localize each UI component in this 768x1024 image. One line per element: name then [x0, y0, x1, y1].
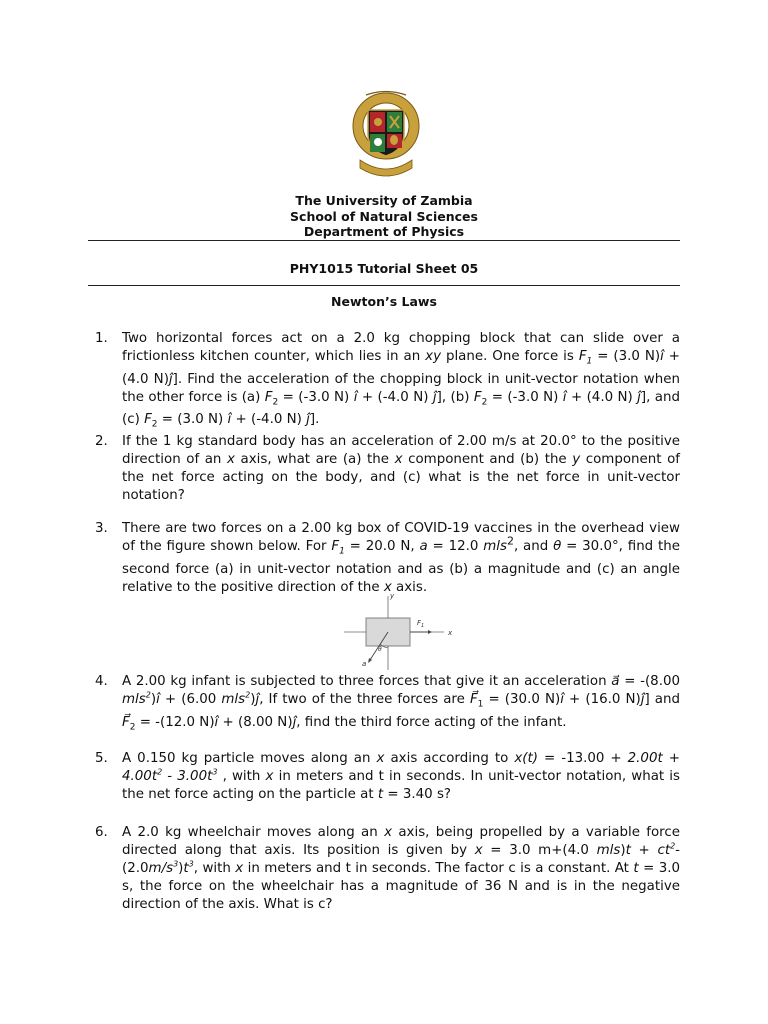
- header-divider: [88, 240, 680, 241]
- question-text: There are two forces on a 2.00 kg box of COVID-19 vaccines in the overhead view of the figure shown below. For $F_1 = 20.0$ N, a = 12.0 mls$^2$, and θ = 30.0°, find the second force (a) in unit-vector notation and as (b) a magnitude and (c) an angle relative to the positive direction of the x axis.: [122, 521, 680, 595]
- department-name: Department of Physics: [303, 224, 465, 239]
- force-f1-arrowhead: [428, 630, 432, 634]
- force-label: $F_1$: [417, 619, 425, 629]
- question-number: 3.: [95, 521, 108, 536]
- university-crest-logo: [352, 90, 420, 182]
- y-axis-label: y: [390, 592, 395, 600]
- question-number: 6.: [95, 825, 108, 840]
- question-number: 5.: [95, 751, 108, 766]
- school-name: School of Natural Sciences: [290, 208, 478, 224]
- question-text: A 0.150 kg particle moves along an x axis according to $x(t) = -13.00 + 2.00t + 4.00t^2 - 3.00t^3$ , with x in meters and t in seconds. In unit-vector notation, what is the net force acting on the particle at t = 3.40 s?: [122, 751, 680, 802]
- acceleration-label: a: [362, 660, 367, 668]
- sheet-title: PHY1015 Tutorial Sheet 05: [289, 261, 479, 276]
- acceleration-arrowhead: [368, 658, 372, 663]
- institution-header: [88, 193, 680, 240]
- university-name: The University of Zambia: [295, 193, 473, 208]
- question-number: 2.: [95, 434, 108, 449]
- force-diagram-figure: [344, 592, 456, 670]
- question-number: 4.: [95, 674, 108, 689]
- question-text: A 2.00 kg infant is subjected to three forces that give it an acceleration a⃗ = -(8.00 mls$^2$)î + (6.00 mls$^2$)ĵ, If two of the three forces are $F⃗_1 = (30.0$ N)î + (16.0 N)ĵ] and $F⃗_2 = -(12.0$ N)î + (8.00 N)ĵ, find the third force acting of the infant.: [122, 674, 680, 733]
- question-text: Two horizontal forces act on a 2.0 kg chopping block that can slide over a frictionless kitchen counter, which lies in an xy plane. One force is $F_1 = (3.0$ N)î + (4.0 N)ĵ]. Find the acceleration of the chopping block in unit-vector notation when the other force is (a) $F_2 = (-3.0$ N) î + (-4.0 N) ĵ], (b) $F_2 = (-3.0$ N) î + (4.0 N) ĵ], and (c) $F_2 = (3.0$ N) î + (-4.0 N) ĵ].: [122, 331, 680, 431]
- x-axis-label: x: [448, 629, 453, 637]
- question-text: A 2.0 kg wheelchair moves along an x axis, being propelled by a variable force directed along that axis. Its position is given by x = 3.0 m+(4.0 $mls)t + ct^2-(2.0m/s^3)t^3$, with x in meters and t in seconds. The factor c is a constant. At t = 3.0 s, the force on the wheelchair has a magnitude of 36 N and is in the negative direction of the axis. What is c?: [122, 825, 681, 912]
- question-text: If the 1 kg standard body has an acceleration of 2.00 m/s at 20.0° to the positive direction of an x axis, what are (a) the x component and (b) the y component of the net force acting on the body, and (c) what is the net force in unit-vector notation?: [122, 434, 680, 503]
- angle-label: θ: [378, 646, 382, 653]
- title-divider: [88, 285, 680, 286]
- sheet-topic: Newton’s Laws: [331, 294, 437, 309]
- question-number: 1.: [95, 331, 108, 346]
